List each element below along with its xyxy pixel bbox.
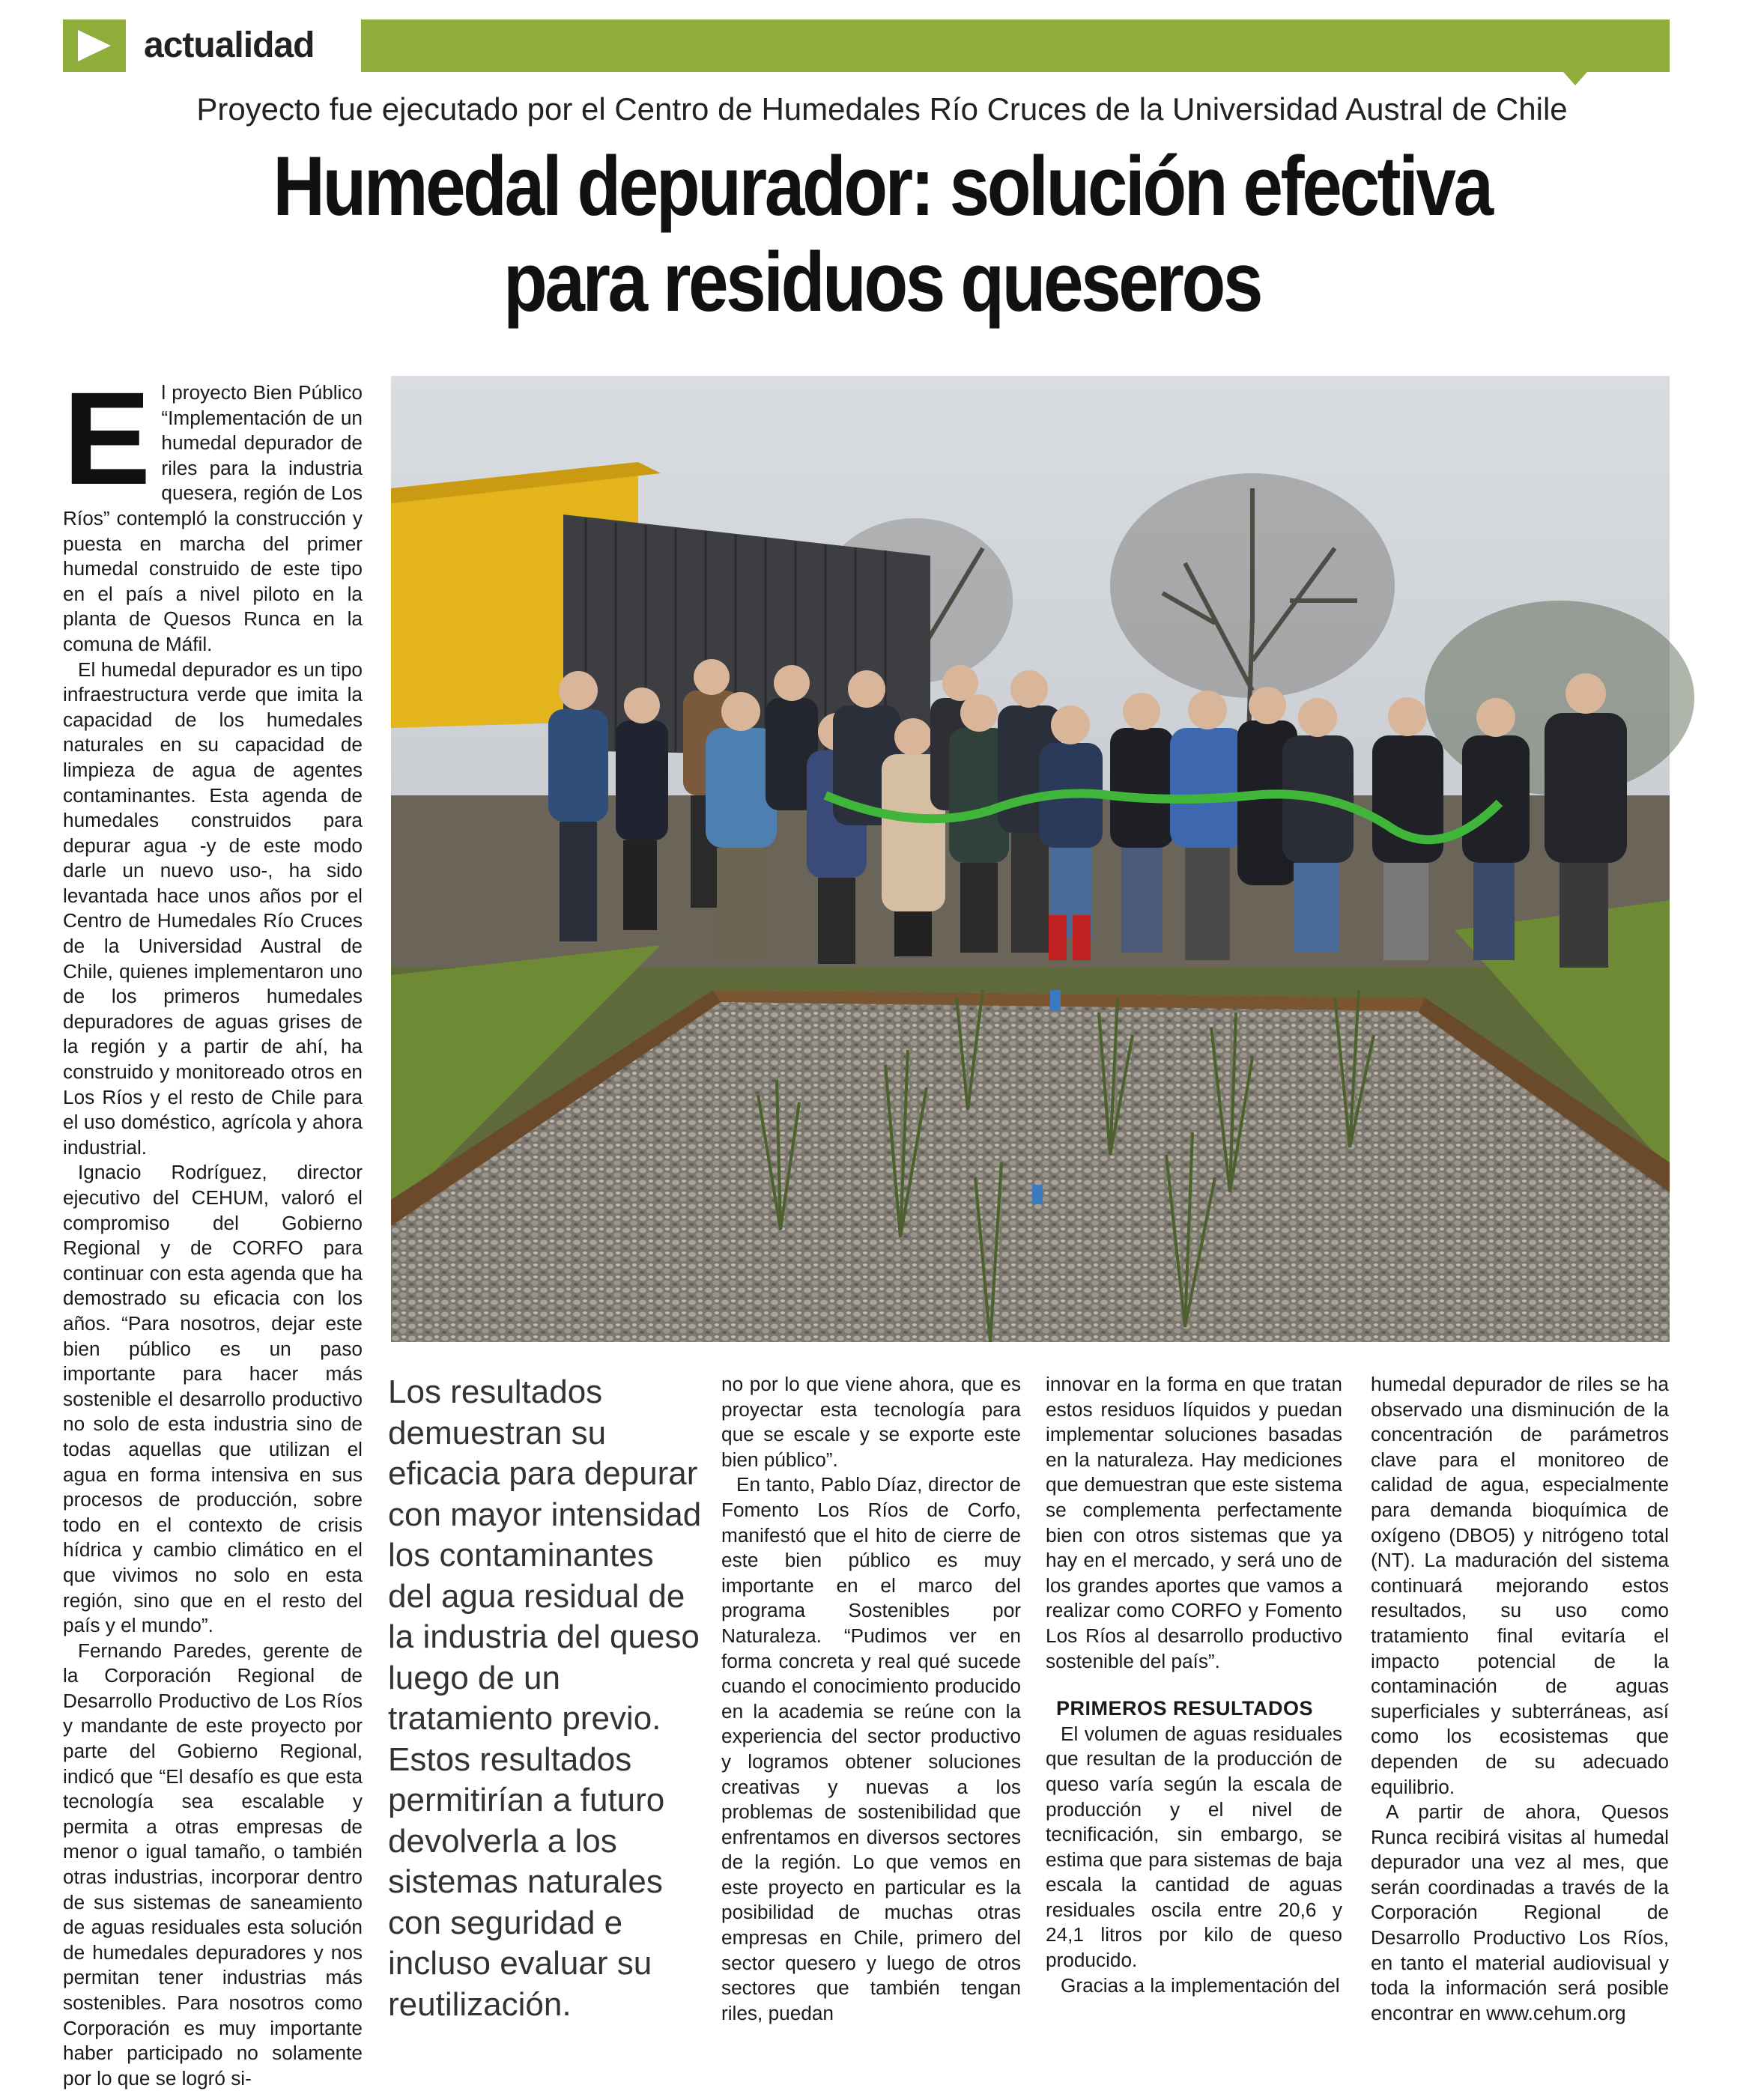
- headline-line-1: Humedal depurador: solución efectiva: [273, 139, 1491, 233]
- headline-line-2: para residuos queseros: [503, 235, 1261, 329]
- article-column-1: [63, 365, 363, 2090]
- play-triangle-icon: [76, 28, 112, 63]
- section-bar: [63, 19, 1670, 72]
- paragraph: En tanto, Pablo Díaz, director de Fomento Los Ríos de Corfo, manifestó que el hito de cierre de este bien público es muy importante en el marco del programa Sostenibles por Naturaleza. “Pudimos ver en forma concreta y real qué sucede cuando el conocimiento producido en la academia se reúne con la experiencia del sector productivo y logramos obtener soluciones creativas y nuevas a los problemas de sostenibilidad que enfrentamos en diversos sectores de la región. Lo que vemos en este proyecto en particular es la posibilidad de muchas otras empresas en Chile, primero del sector quesero y luego de otros sectores que también tengan riles, puedan: [721, 1473, 1021, 2024]
- paragraph: A partir de ahora, Quesos Runca recibirá visitas al humedal depurador una vez al mes, que serán coordinadas a través de la Corporación Regional de Desarrollo Productivo Los Ríos, en tanto el material audiovisual y toda la información será posible encontrar en www.cehum.org: [1371, 1800, 1669, 2024]
- paragraph: El humedal depurador es un tipo infraestructura verde que imita la capacidad de los humedales naturales en su capacidad de limpieza de agua de agentes contaminantes. Esta agenda de humedales construidos para depurar agua -y de este modo darle un nuevo uso-, ha sido levantada hace unos años por el Centro de Humedales Río Cruces de la Universidad Austral de Chile, quienes implementaron uno de los primeros humedales depuradores de aguas grises de la región y a partir de ahí, ha construido y monitoreado otros en Los Ríos y el resto de Chile para el uso doméstico, agrícola y ahora industrial.: [63, 658, 363, 1159]
- article-column-3: [721, 1372, 1021, 2026]
- article-column-4: [1046, 1372, 1342, 1998]
- drop-cap: E: [63, 365, 151, 512]
- paragraph: Gracias a la implementación del: [1061, 1973, 1340, 1997]
- pull-quote: Los resultados demuestran su eficacia para depurar con mayor intensidad los contaminantes del agua residual de la industria del queso luego de un tratamiento previo. Estos resultados permitirían a futuro devolverla a los sistemas naturales con seguridad e incluso evaluar su reutilización.: [388, 1374, 702, 2023]
- paragraph: innovar en la forma en que tratan estos residuos líquidos y puedan implementar soluciones basadas en la naturaleza. Hay mediciones que demuestran que este sistema se complementa perfectamente bien con otros sistemas que ya hay en el mercado, y será uno de los grandes aportes que vamos a realizar como CORFO y Fomento Los Ríos al desarrollo productivo sostenible del país”.: [1046, 1373, 1342, 1672]
- paragraph: no por lo que viene ahora, que es proyectar esta tecnología para que se escale y se exporte este bien público”.: [721, 1373, 1021, 1471]
- article-kicker: Proyecto fue ejecutado por el Centro de Humedales Río Cruces de la Universidad Austral de Chile: [196, 91, 1568, 127]
- paragraph: Ignacio Rodríguez, director ejecutivo del CEHUM, valoró el compromiso del Gobierno Regional y de CORFO para continuar con esta agenda que ha demostrado su eficacia con los años. “Para nosotros, dejar este bien público es un paso importante para hacer más sostenible el desarrollo productivo no solo de esta industria sino de todas aquellas que utilizan el agua en forma intensiva en sus procesos de producción, sobre todo en el contexto de crisis hídrica y cambio climático en el que vivimos no solo en esta región, sino que en el resto del país y el mundo”.: [63, 1161, 363, 1637]
- section-rule: [361, 19, 1670, 72]
- paragraph: humedal depurador de riles se ha observado una disminución de la concentración de parámetros clave para el monitoreo de calidad de agua, especialmente para demanda bioquímica de oxígeno (DBO5) y nitrógeno total (NT). La maduración del sistema continuará mejorando estos resultados, su uso como tratamiento final evitaría el impacto potencial de la contaminación de aguas superficiales y subterráneas, así como los ecosistemas que dependen de su adecuado equilibrio.: [1371, 1373, 1669, 1798]
- section-marker: [63, 19, 126, 72]
- article-column-5: [1371, 1372, 1669, 2026]
- article-photo: [391, 376, 1670, 1342]
- paragraph: Fernando Paredes, gerente de la Corporación Regional de Desarrollo Productivo de Los Ríos y mandante de este proyecto por parte del Gobierno Regional, indicó que “El desafío es que esta tecnología sea escalable y permita a otras empresas de menor o igual tamaño, o también otras industrias, incorporar dentro de sus sistemas de saneamiento de aguas residuales esta solución de humedales depuradores y nos permitan tener industrias más sostenibles. Para nosotros como Corporación es muy importante haber participado no solamente por lo que se logró si-: [63, 1639, 363, 2090]
- paragraph: El proyecto Bien Público “Implementación de un humedal depurador de riles para la industria quesera, región de Los Ríos” contempló la construcción y puesta en marcha del primer humedal construido de este tipo en el país a nivel piloto en la planta de Quesos Runca en la comuna de Máfil.: [63, 365, 363, 655]
- section-label: actualidad: [144, 25, 315, 65]
- subhead: PRIMEROS RESULTADOS: [1056, 1697, 1314, 1720]
- paragraph: El volumen de aguas residuales que resultan de la producción de queso varía según la escala de producción y el nivel de tecnificación, sin embargo, se estima que para sistemas de baja escala la cantidad de aguas residuales oscila entre 20,6 y 24,1 litros por kilo de queso producido.: [1046, 1722, 1342, 1972]
- article-headline: [124, 139, 1640, 330]
- ribbon-cutting-photo: [391, 376, 1670, 1342]
- section-rule-pointer: [1563, 72, 1587, 85]
